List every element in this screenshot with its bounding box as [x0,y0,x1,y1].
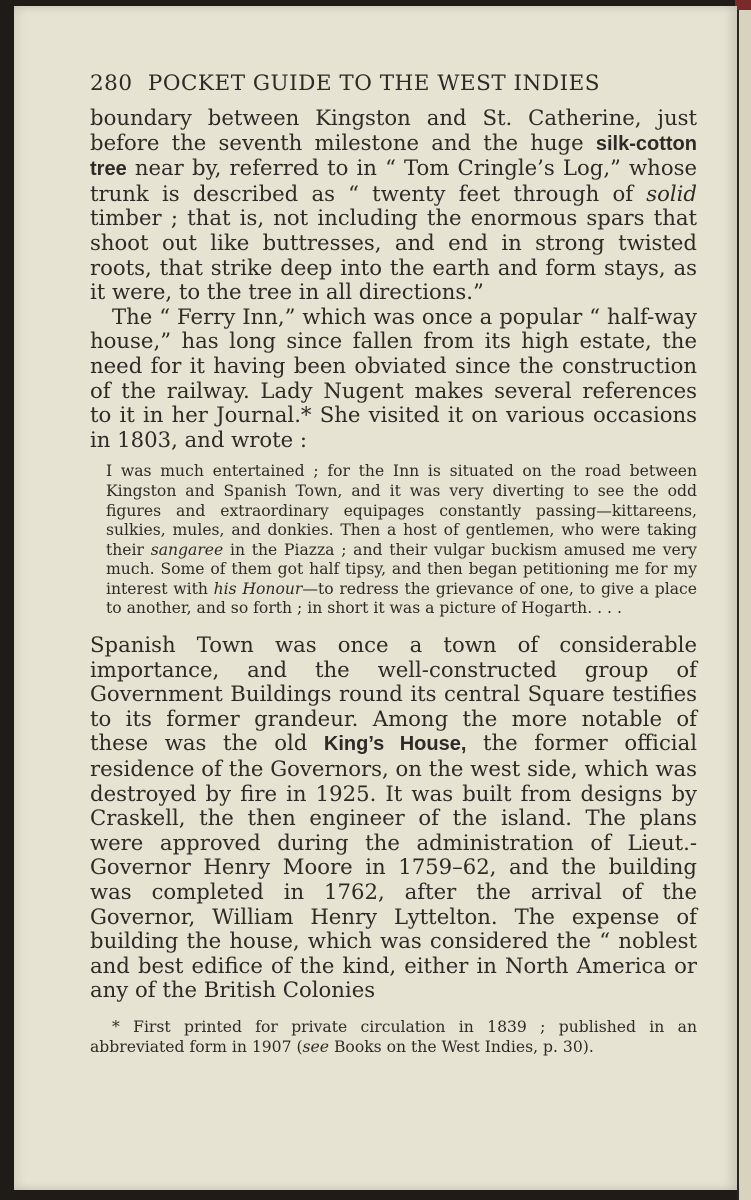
page-text [90,62,697,1057]
quote-text [106,462,697,619]
quote-text-c: —to redress the grievance of one, to give a place to another, and so forth ; in short it was a picture of Hogarth. . . . [106,579,697,618]
page-number: 280 [90,71,133,96]
paragraph-3 [90,633,697,1003]
running-header [90,62,697,106]
quote-italic-1: sangaree [150,540,224,559]
paragraph-1 [90,106,697,305]
quote-text-a: I was much entertained ; for the Inn is situated on the road between Kingston and Spanish Town, and it was very diverting to see the odd figures and extraordinary equipages constantly passing—kittareens, sulkies, mules, and donkies. Then a host of gentlemen, who were taking their [106,462,697,559]
p1-italic: solid [646,180,697,206]
paragraph-2: The “ Ferry Inn,” which was once a popular “ half-way house,” has long since fallen from its high estate, the need for it having been obviated since the construction of the railway. Lady Nugent makes several references to it in her Journal.* She visited it on various occasions in 1803, and wrote : [90,303,697,452]
p3-text-a: Spanish Town was once a town of considerable importance, and the well-constructed group of Government Buildings round its central Square testifies to its former grandeur. Among the more notable of these was the old [90,632,697,756]
page-edge [737,0,751,1200]
footnote [90,1017,697,1057]
block-quote [106,462,697,619]
p1-text-a: boundary between Kingston and St. Catherine, just before the seventh milestone and the huge [90,105,697,155]
footnote-text-a: * First printed for private circulation in 1839 ; published in an abbreviated form in 1907 ( [90,1017,697,1056]
running-head: POCKET GUIDE TO THE WEST INDIES [147,71,600,96]
corner-mark [735,0,751,10]
p1-bold-term: silk-cotton tree [90,132,697,181]
p1-text-b: near by, referred to in “ Tom Cringle’s Log,” whose trunk is described as “ twenty feet through of [90,155,697,206]
p3-text-b: the former official residence of the Governors, on the west side, which was destroyed by fire in 1925. It was built from designs by Craskell, the then engineer of the island. The plans were approved during the administration of Lieut.-Governor Henry Moore in 1759–62, and the building was completed in 1762, after the arrival of the Governor, William Henry Lyttelton. The expense of building the house, which was considered the “ noblest and best edifice of the kind, either in North America or any of the British Colonies [90,730,697,1003]
footnote-text-b: Books on the West Indies, p. 30). [329,1037,594,1056]
p1-text-c: timber ; that is, not including the enormous spars that shoot out like buttresses, and end in strong twisted roots, that strike deep into the earth and form stays, as it were, to the tree in all directions.” [90,205,697,305]
footnote-italic: see [302,1037,330,1056]
quote-italic-2: his Honour [213,579,303,598]
quote-text-b: in the Piazza ; and their vulgar buckism amused me very much. Some of them got half tipsy, and then began petitioning me for my interest with [106,540,697,598]
p3-bold-term: King’s House, [323,733,467,756]
